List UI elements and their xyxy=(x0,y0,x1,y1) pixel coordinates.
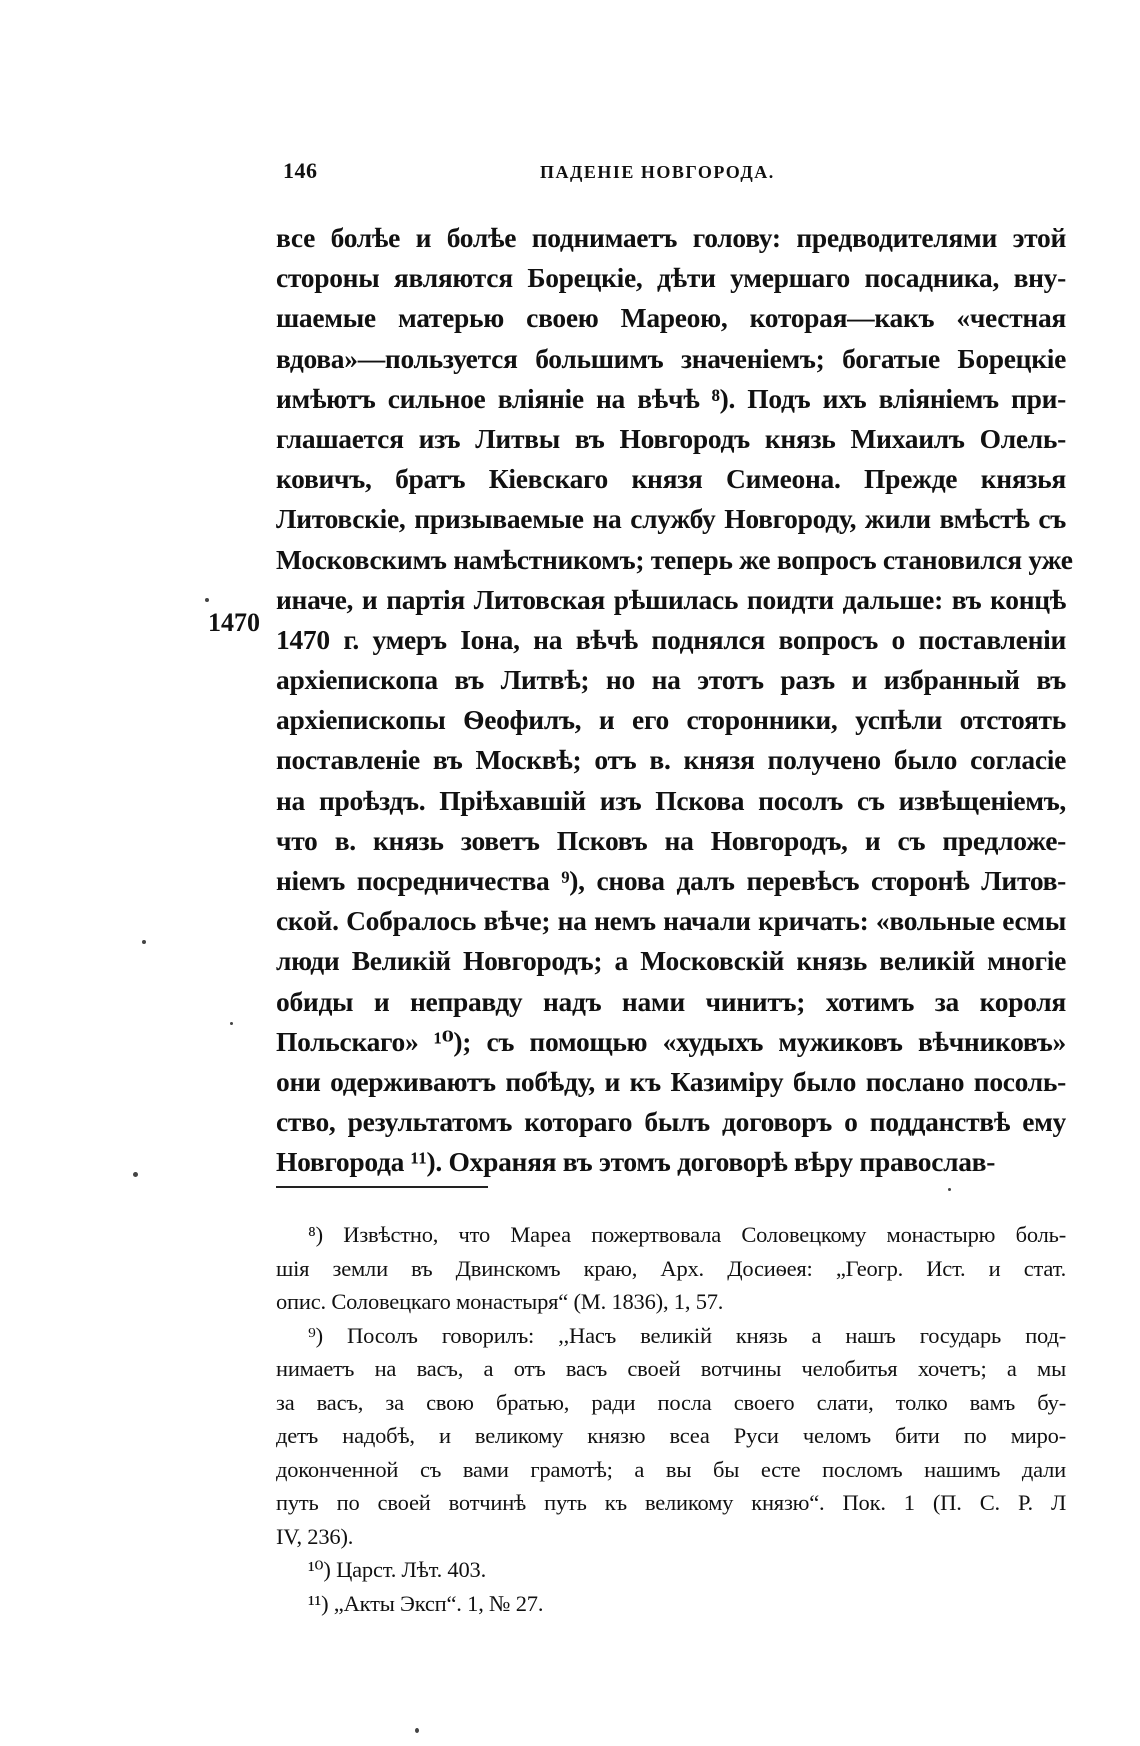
scan-speck xyxy=(948,1188,951,1191)
scan-speck xyxy=(205,598,209,602)
scan-speck xyxy=(142,940,146,944)
body-line: ніемъ посредничества ⁹), снова далъ перевѣсъ сторонѣ Литов- xyxy=(276,865,1066,896)
body-line: что в. князь зоветъ Псковъ на Новгородъ, и съ предложе- xyxy=(276,824,1066,856)
body-line: 1470 г. умеръ Іона, на вѣчѣ поднялся вопросъ о поставленіи xyxy=(276,623,1066,655)
body-line: Польскаго» ¹⁰); съ помощью «худыхъ мужиковъ вѣчниковъ» xyxy=(276,1025,1066,1057)
footnote-line: детъ надобѣ, и великому князю всеа Руси челомъ бити по миро- xyxy=(276,1423,1066,1448)
footnote-line: опис. Соловецкаго монастыря“ (М. 1836), 1, 57. xyxy=(276,1289,724,1314)
body-line: архіепископы Ѳеофилъ, и его сторонники, успѣли отстоять xyxy=(276,704,1066,736)
running-head: ПАДЕНІЕ НОВГОРОДА. xyxy=(540,162,775,182)
body-line: вдова»—пользуется большимъ значеніемъ; богатые Борецкіе xyxy=(276,342,1066,374)
footnote-line: шія земли въ Двинскомъ краю, Арх. Досиѳея: „Геогр. Ист. и стат. xyxy=(276,1255,1066,1281)
body-line: они одерживаютъ побѣду, и къ Казиміру было послано посоль- xyxy=(276,1065,1066,1097)
footnote-line: доконченной съ вами грамотѣ; а вы бы есте посломъ нашимъ дали xyxy=(276,1456,1066,1482)
scan-speck xyxy=(415,1728,419,1733)
footnote-line: нимаетъ на васъ, а отъ васъ своей вотчины челобитья хочетъ; а мы xyxy=(276,1356,1066,1381)
body-line: ство, результатомъ котораго былъ договоръ о подданствѣ ему xyxy=(276,1106,1066,1138)
body-text xyxy=(276,218,1073,1183)
footnote-line: за васъ, за свою братью, ради посла своего слати, толко вамъ бу- xyxy=(276,1389,1066,1415)
footnote-rule xyxy=(276,1186,488,1188)
body-line: стороны являются Борецкіе, дѣти умершаго посадника, вну- xyxy=(276,262,1066,294)
body-line: глашается изъ Литвы въ Новгородъ князь Михаилъ Олель- xyxy=(276,422,1066,454)
body-line: все болѣе и болѣе поднимаетъ голову: предводителями этой xyxy=(276,222,1066,253)
body-line: обиды и неправду надъ нами чинитъ; хотимъ за короля xyxy=(276,985,1066,1017)
footnote-line: ¹¹) „Акты Эксп“. 1, № 27. xyxy=(308,1590,544,1616)
scan-speck xyxy=(133,1172,138,1177)
scan-speck xyxy=(230,1022,233,1025)
page-number: 146 xyxy=(283,158,318,183)
body-line: ковичъ, братъ Кіевскаго князя Симеона. Прежде князья xyxy=(276,463,1066,495)
body-line: шаемые матерью своею Мареою, которая—какъ «честная xyxy=(276,302,1066,334)
footnote-line: ⁸) Извѣстно, что Мареа пожертвовала Соловецкому монастырю боль- xyxy=(308,1222,1066,1247)
body-line: Литовскіе, призываемые на службу Новгороду, жили вмѣстѣ съ xyxy=(276,503,1066,535)
footnote-line: ¹⁰) Царст. Лѣт. 403. xyxy=(308,1557,486,1582)
body-line: Московскимъ намѣстникомъ; теперь же вопросъ становился уже xyxy=(276,543,1073,575)
footnotes xyxy=(276,1218,1066,1620)
body-line: поставленіе въ Москвѣ; отъ в. князя получено было согласіе xyxy=(276,744,1066,776)
footnote-line: IV, 236). xyxy=(276,1523,354,1549)
footnote-line: путь по своей вотчинѣ путь къ великому князю“. Пок. 1 (П. С. Р. Л xyxy=(276,1490,1066,1515)
footnote-line: ⁹) Посолъ говорилъ: ,,Насъ великій князь а нашъ государь под- xyxy=(308,1322,1066,1348)
body-line: ской. Собралось вѣче; на немъ начали кричать: «вольные есмы xyxy=(276,905,1066,937)
body-line: иначе, и партія Литовская рѣшилась поидти дальше: въ концѣ xyxy=(276,583,1066,615)
body-line: имѣютъ сильное вліяніе на вѣчѣ ⁸). Подъ ихъ вліяніемъ при- xyxy=(276,382,1066,414)
body-line: Новгорода ¹¹). Охраняя въ этомъ договорѣ вѣру православ- xyxy=(276,1146,996,1178)
body-line: на проѣздъ. Пріѣхавшій изъ Пскова посолъ съ извѣщеніемъ, xyxy=(276,784,1066,816)
body-line: архіепископа въ Литвѣ; но на этотъ разъ и избранный въ xyxy=(276,664,1066,696)
margin-year-note: 1470 xyxy=(208,608,260,637)
body-line: люди Великій Новгородъ; а Московскій князь великій многіе xyxy=(276,945,1066,977)
